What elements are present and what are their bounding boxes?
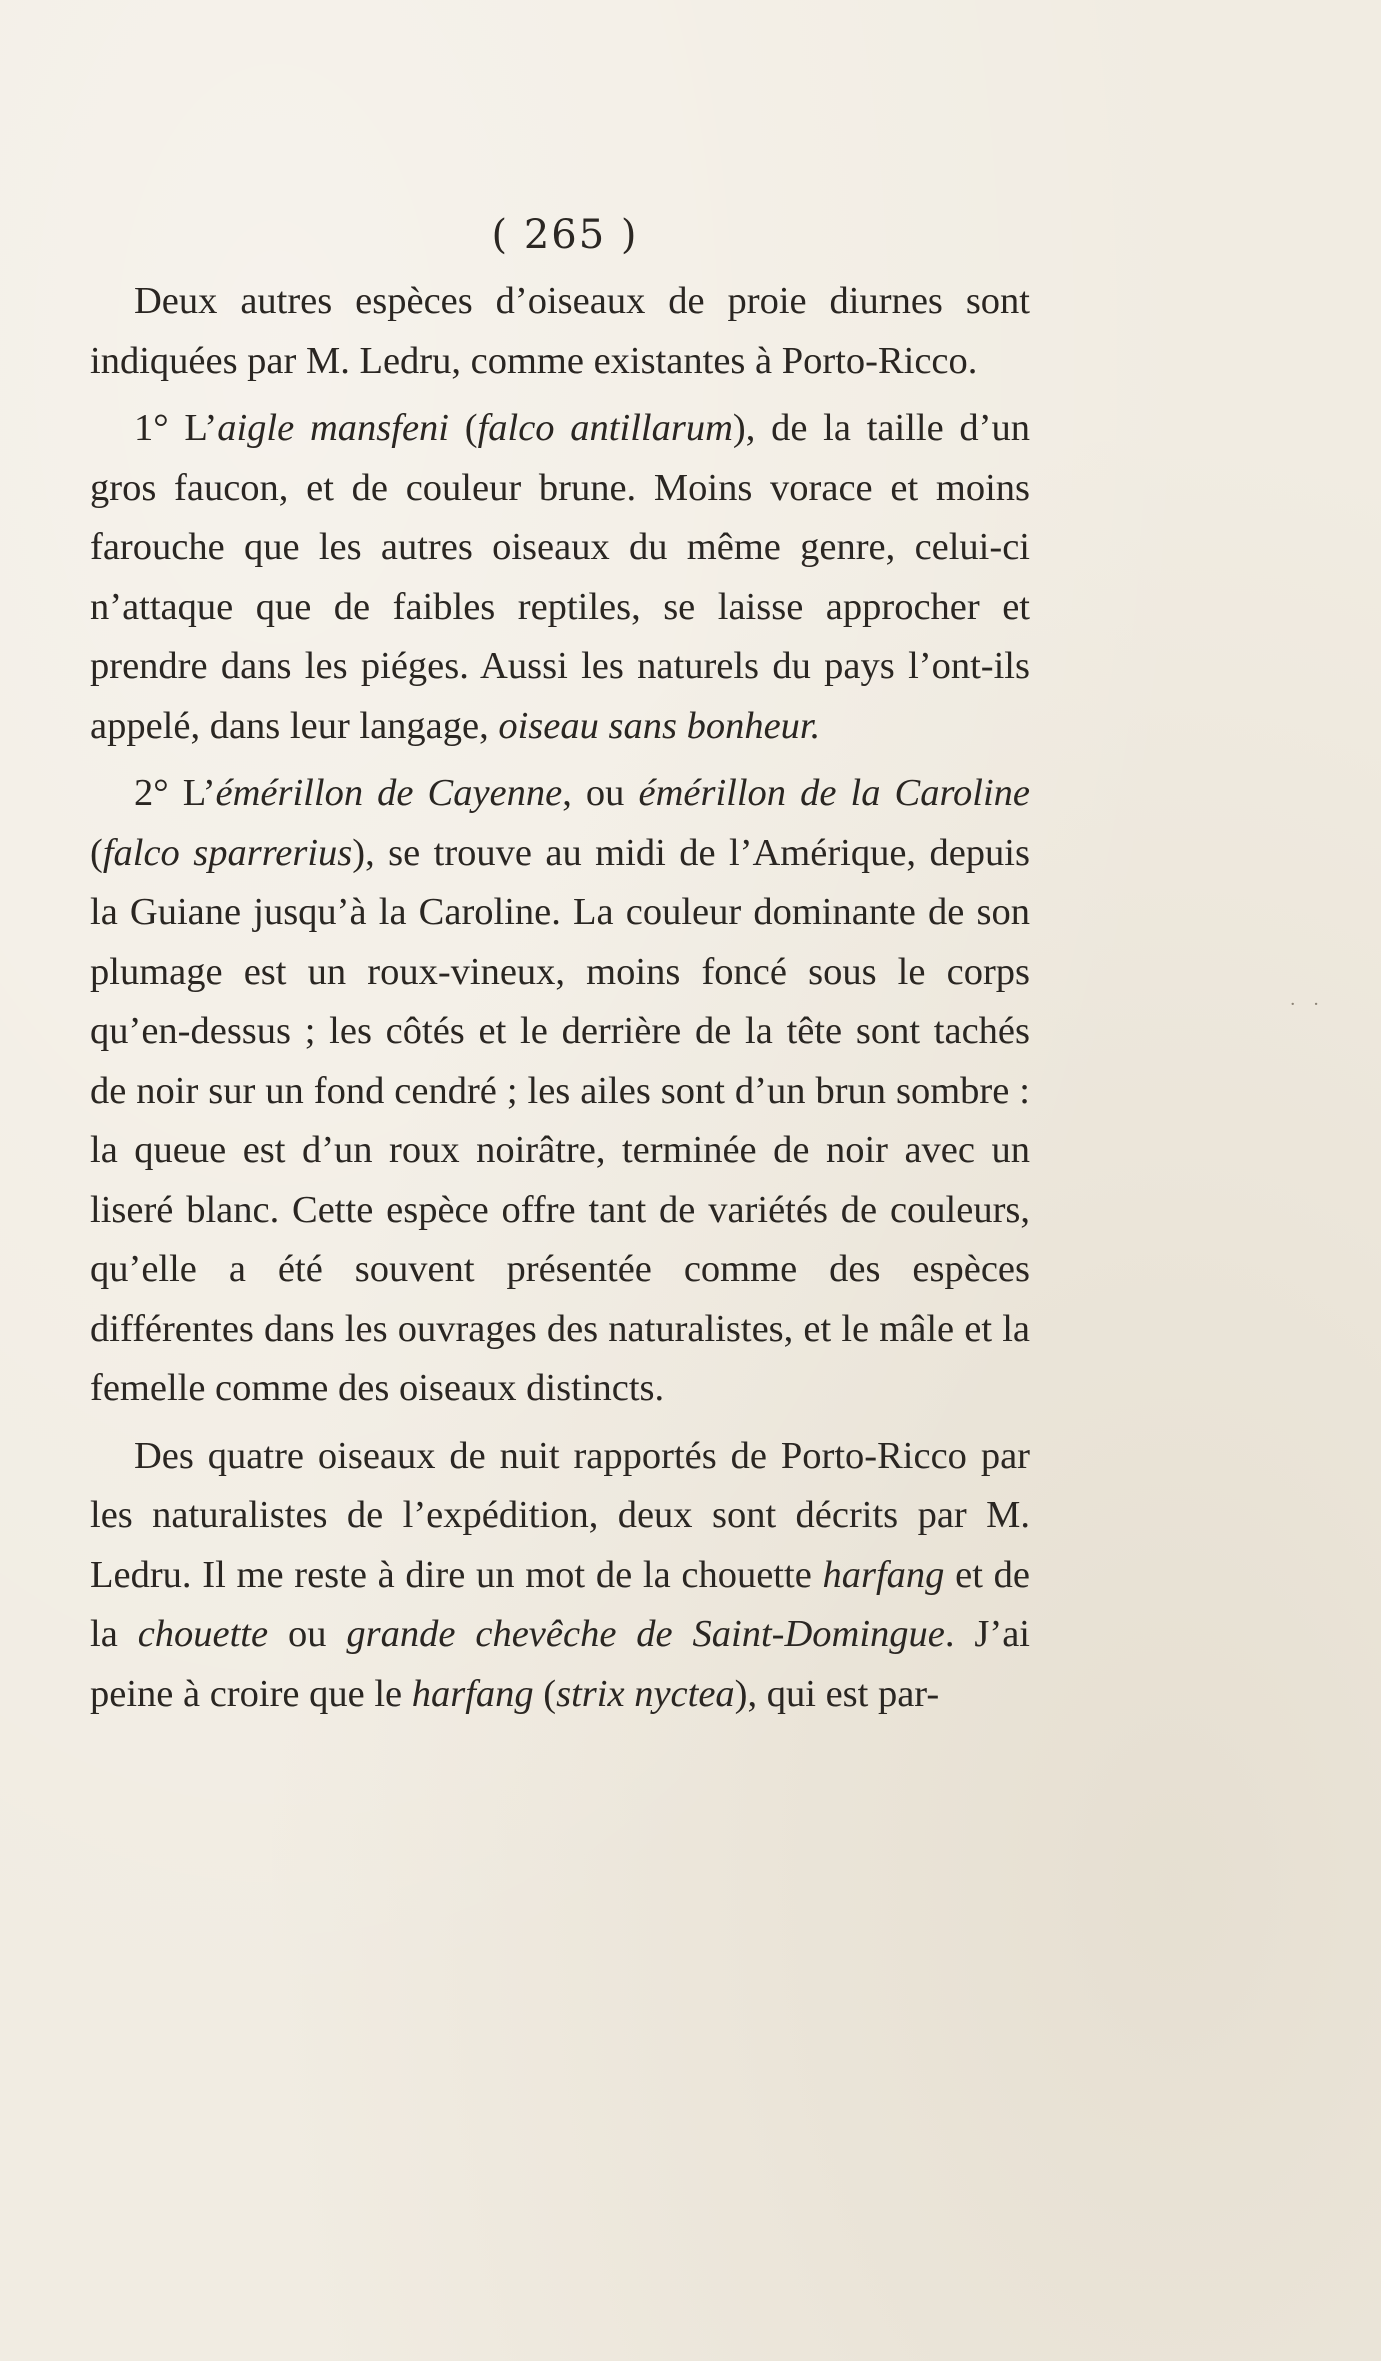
text-run: Deux autres espèces d’oiseaux de proie diurnes sont indiquées par M. Ledru, comme existantes à Porto-Ricco. [90, 280, 1030, 382]
paragraph-aigle-mansfeni [90, 399, 1030, 756]
text-run: ( [448, 407, 478, 449]
italic-text: émérillon de Cayenne [215, 772, 563, 814]
margin-specks: · · [1289, 994, 1325, 1015]
italic-text: aigle mansfeni [217, 407, 449, 449]
paragraph-intro [90, 272, 1030, 391]
italic-text: émérillon de la Caroline [638, 772, 1030, 814]
italic-text: falco sparrerius [102, 831, 353, 874]
text-run: ou [268, 1613, 347, 1655]
text-run: 1° L’ [134, 407, 218, 449]
paragraph-oiseaux-de-nuit [90, 1427, 1030, 1725]
text-run: ), qui est par- [734, 1672, 940, 1715]
italic-text: chouette [137, 1613, 269, 1655]
text-run: ( [90, 831, 103, 874]
page-number: ( 265 ) [491, 212, 639, 258]
italic-text: falco antillarum [477, 407, 733, 449]
text-run: et de la [90, 1553, 1030, 1655]
text-run: 2° L’ [134, 772, 216, 814]
italic-text: oiseau sans bonheur. [498, 704, 821, 747]
italic-text: harfang [822, 1553, 945, 1596]
paragraph-emerillon [90, 764, 1030, 1419]
text-run: . J’ai peine à croire que le [90, 1613, 1030, 1715]
italic-text: harfang [411, 1672, 534, 1715]
text-run: ( [533, 1672, 557, 1715]
italic-text: strix nyctea [556, 1672, 735, 1715]
text-run: ), se trouve au midi de l’Amérique, depuis la Guiane jusqu’à la Caroline. La couleur dominante de son plumage est un roux-vineux, moins foncé sous le corps qu’en-dessus ; les côtés et le derrière de la tête sont tachés de noir sur un fond cendré ; les ailes sont d’un brun sombre : la queue est d’un roux noirâtre, terminée de noir avec un liseré blanc. Cette espèce offre tant de variétés de couleurs, qu’elle a été souvent présentée comme des espèces différentes dans les ouvrages des naturalistes, et le mâle et la femelle comme des oiseaux distincts. [90, 831, 1030, 1409]
text-run: Des quatre oiseaux de nuit rapportés de Porto-Ricco par les naturalistes de l’expédition, deux sont décrits par M. Ledru. Il me reste à dire un mot de la chouette [90, 1434, 1030, 1596]
body-text [90, 272, 1030, 1724]
italic-text: grande chevêche de Saint-Domingue [346, 1613, 945, 1655]
text-run: ), de la taille d’un gros faucon, et de couleur brune. Moins vorace et moins farouche que les autres oiseaux du même genre, celui-ci n’attaque que de faibles reptiles, se laisse approcher et prendre dans les piéges. Aussi les naturels du pays l’ont-ils appelé, dans leur langage, [90, 407, 1031, 747]
text-run: , ou [562, 772, 639, 814]
